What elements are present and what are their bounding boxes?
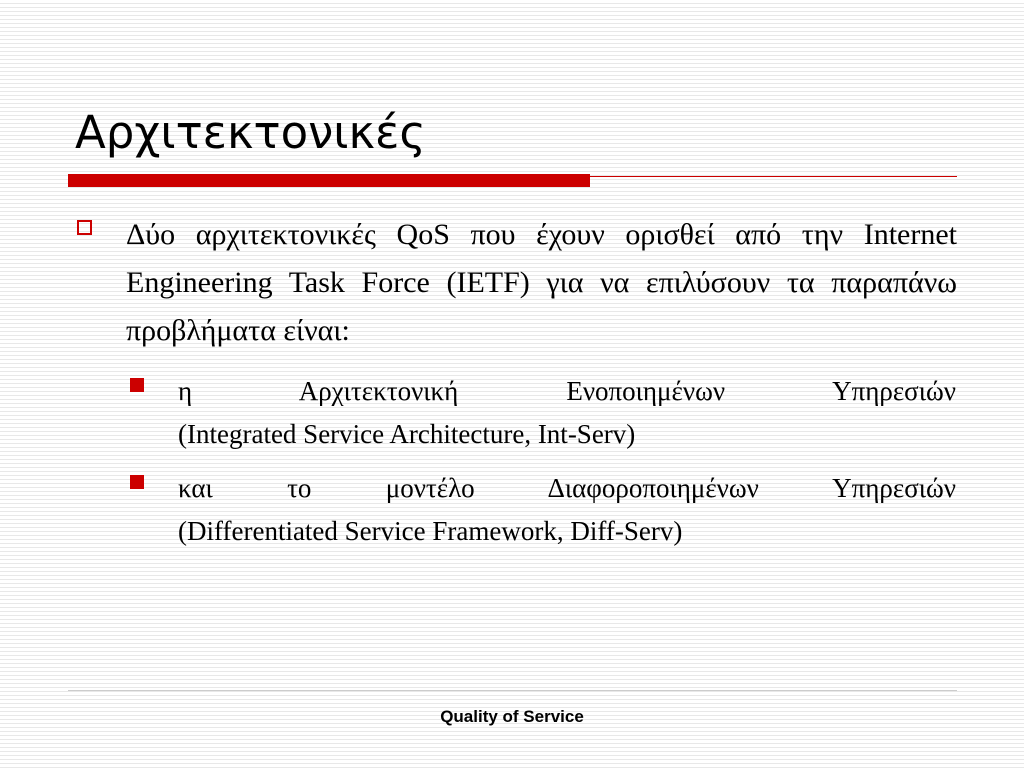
subbullet-text-line: και το μοντέλο Διαφοροποιημένων Υπηρεσιών bbox=[178, 473, 956, 503]
bullet-text: Δύο αρχιτεκτονικές QoS που έχουν ορισθεί από την Internet Engineering Task Force (IETF) για να επιλύσουν τα παραπάνω προβλήματα είναι: bbox=[126, 218, 957, 347]
subbullet-text-line: (Differentiated Service Framework, Diff-Serv) bbox=[178, 516, 683, 546]
footer-label: Quality of Service bbox=[440, 707, 584, 726]
subbullet-text-line: (Integrated Service Architecture, Int-Serv) bbox=[178, 419, 636, 449]
filled-square-bullet-icon bbox=[130, 475, 144, 489]
bullet-item bbox=[77, 211, 957, 355]
subbullet-text bbox=[178, 467, 956, 553]
subbullet-item bbox=[130, 467, 956, 553]
hollow-square-bullet-icon bbox=[77, 220, 92, 235]
slide-title: Αρχιτεκτονικές bbox=[75, 106, 426, 159]
footer-divider bbox=[68, 690, 957, 691]
subbullet-text-line: η Αρχιτεκτονική Ενοποιημένων Υπηρεσιών bbox=[178, 376, 956, 406]
subbullet-text bbox=[178, 370, 956, 456]
filled-square-bullet-icon bbox=[130, 378, 144, 392]
subbullet-item bbox=[130, 370, 956, 456]
